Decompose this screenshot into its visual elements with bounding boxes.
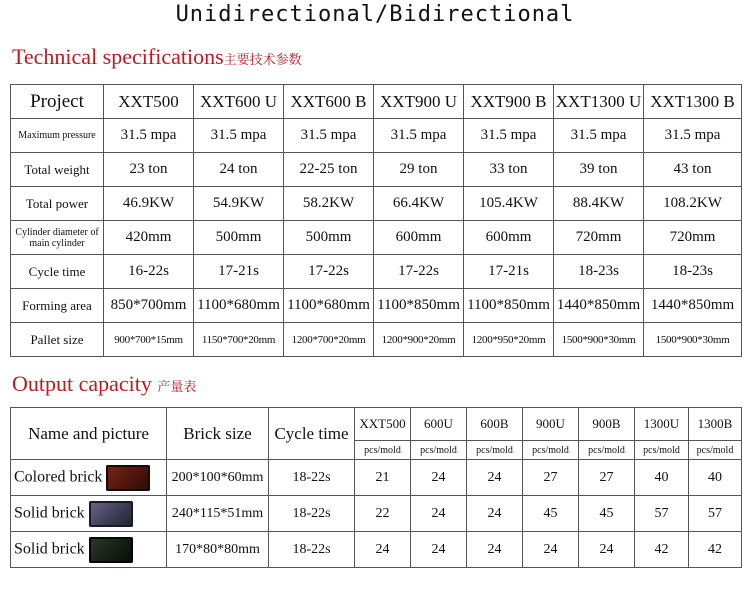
spec-row: [11, 119, 742, 153]
output-heading-text: Output capacity: [12, 371, 152, 396]
output-model-header: 900U: [523, 408, 579, 441]
row-label: Total power: [11, 187, 104, 221]
spec-cell: 1100*680mm: [284, 289, 374, 323]
spec-cell: 18-23s: [644, 255, 742, 289]
output-cell: 24: [467, 460, 523, 496]
output-cell: 42: [689, 532, 742, 568]
output-cell: 24: [411, 496, 467, 532]
spec-cell: 24 ton: [194, 153, 284, 187]
brick-cycle: 18-22s: [269, 532, 355, 568]
spec-cell: 17-21s: [194, 255, 284, 289]
output-model-header: 600U: [411, 408, 467, 441]
row-label: Cycle time: [11, 255, 104, 289]
output-cell: 24: [467, 532, 523, 568]
spec-heading: [12, 44, 302, 70]
brick-size: 240*115*51mm: [167, 496, 269, 532]
spec-cell: 43 ton: [644, 153, 742, 187]
spec-cell: 46.9KW: [104, 187, 194, 221]
row-label: Total weight: [11, 153, 104, 187]
spec-cell: 31.5 mpa: [284, 119, 374, 153]
spec-cell: 17-22s: [284, 255, 374, 289]
spec-heading-text: Technical specifications: [12, 44, 224, 69]
brick-row: [11, 460, 742, 496]
spec-cell: 31.5 mpa: [194, 119, 284, 153]
spec-cell: 1200*900*20mm: [374, 323, 464, 357]
brick-name-cell: [11, 496, 167, 532]
spec-cell: 500mm: [284, 221, 374, 255]
model-header: XXT1300 U: [554, 85, 644, 119]
row-label: Cylinder diameter of main cylinder: [11, 221, 104, 255]
output-table: [10, 407, 742, 568]
spec-cell: 1100*850mm: [464, 289, 554, 323]
unit-label: pcs/mold: [411, 441, 467, 460]
spec-cell: 23 ton: [104, 153, 194, 187]
spec-cell: 850*700mm: [104, 289, 194, 323]
output-cell: 42: [635, 532, 689, 568]
output-cell: 24: [523, 532, 579, 568]
col-name-header: Name and picture: [11, 408, 167, 460]
colored-brick-photo: [106, 465, 150, 491]
brick-row: [11, 532, 742, 568]
solid-brick-photo: [89, 501, 133, 527]
output-cell: 27: [579, 460, 635, 496]
spec-cell: 17-22s: [374, 255, 464, 289]
output-cell: 40: [689, 460, 742, 496]
brick-cycle: 18-22s: [269, 460, 355, 496]
col-cycle-header: Cycle time: [269, 408, 355, 460]
page-title: Unidirectional/Bidirectional: [175, 2, 575, 27]
output-cell: 45: [579, 496, 635, 532]
output-cell: 57: [689, 496, 742, 532]
brick-size: 200*100*60mm: [167, 460, 269, 496]
row-label: Forming area: [11, 289, 104, 323]
spec-row: [11, 255, 742, 289]
spec-cell: 1500*900*30mm: [644, 323, 742, 357]
model-header: XXT600 U: [194, 85, 284, 119]
solid-brick-photo: [89, 537, 133, 563]
brick-cycle: 18-22s: [269, 496, 355, 532]
spec-cell: 1150*700*20mm: [194, 323, 284, 357]
spec-cell: 33 ton: [464, 153, 554, 187]
spec-cell: 720mm: [644, 221, 742, 255]
model-header: XXT500: [104, 85, 194, 119]
output-cell: 24: [355, 532, 411, 568]
output-cell: 22: [355, 496, 411, 532]
spec-cell: 31.5 mpa: [464, 119, 554, 153]
spec-cell: 900*700*15mm: [104, 323, 194, 357]
output-model-header: 1300U: [635, 408, 689, 441]
spec-row: [11, 221, 742, 255]
spec-header-row: [11, 85, 742, 119]
spec-cell: 31.5 mpa: [644, 119, 742, 153]
output-cell: 24: [411, 532, 467, 568]
brick-name: Solid brick: [14, 540, 85, 558]
model-header: XXT900 U: [374, 85, 464, 119]
output-model-header: 1300B: [689, 408, 742, 441]
output-cell: 24: [579, 532, 635, 568]
spec-cell: 31.5 mpa: [554, 119, 644, 153]
spec-cell: 17-21s: [464, 255, 554, 289]
spec-cell: 39 ton: [554, 153, 644, 187]
spec-cell: 105.4KW: [464, 187, 554, 221]
output-model-header: XXT500: [355, 408, 411, 441]
output-cell: 24: [411, 460, 467, 496]
spec-cell: 1440*850mm: [554, 289, 644, 323]
unit-label: pcs/mold: [355, 441, 411, 460]
output-cell: 45: [523, 496, 579, 532]
spec-cell: 1200*950*20mm: [464, 323, 554, 357]
row-label: Maximum pressure: [11, 119, 104, 153]
unit-label: pcs/mold: [523, 441, 579, 460]
unit-label: pcs/mold: [467, 441, 523, 460]
output-header-row: [11, 408, 742, 441]
spec-cell: 18-23s: [554, 255, 644, 289]
spec-row: [11, 187, 742, 221]
spec-cell: 31.5 mpa: [104, 119, 194, 153]
row-label: Pallet size: [11, 323, 104, 357]
spec-cell: 600mm: [464, 221, 554, 255]
brick-name: Solid brick: [14, 504, 85, 522]
col-size-header: Brick size: [167, 408, 269, 460]
brick-name-cell: [11, 532, 167, 568]
brick-name-cell: [11, 460, 167, 496]
spec-row: [11, 153, 742, 187]
spec-row: [11, 289, 742, 323]
spec-cell: 1100*680mm: [194, 289, 284, 323]
brick-name: Colored brick: [14, 468, 103, 486]
model-header: XXT1300 B: [644, 85, 742, 119]
spec-cell: 108.2KW: [644, 187, 742, 221]
spec-cell: 29 ton: [374, 153, 464, 187]
output-cell: 40: [635, 460, 689, 496]
spec-cell: 1200*700*20mm: [284, 323, 374, 357]
output-heading-cn: 产量表: [157, 380, 197, 395]
spec-cell: 600mm: [374, 221, 464, 255]
project-label: Project: [11, 85, 104, 119]
spec-cell: 31.5 mpa: [374, 119, 464, 153]
spec-cell: 58.2KW: [284, 187, 374, 221]
model-header: XXT900 B: [464, 85, 554, 119]
output-model-header: 900B: [579, 408, 635, 441]
spec-cell: 1440*850mm: [644, 289, 742, 323]
spec-heading-cn: 主要技术参数: [223, 53, 302, 68]
spec-cell: 420mm: [104, 221, 194, 255]
brick-size: 170*80*80mm: [167, 532, 269, 568]
output-model-header: 600B: [467, 408, 523, 441]
unit-label: pcs/mold: [689, 441, 742, 460]
spec-row: [11, 323, 742, 357]
output-heading: [12, 371, 196, 397]
unit-label: pcs/mold: [579, 441, 635, 460]
model-header: XXT600 B: [284, 85, 374, 119]
output-cell: 27: [523, 460, 579, 496]
spec-cell: 720mm: [554, 221, 644, 255]
spec-cell: 1100*850mm: [374, 289, 464, 323]
spec-table: [10, 84, 742, 357]
spec-cell: 88.4KW: [554, 187, 644, 221]
unit-label: pcs/mold: [635, 441, 689, 460]
spec-cell: 54.9KW: [194, 187, 284, 221]
spec-cell: 1500*900*30mm: [554, 323, 644, 357]
spec-cell: 22-25 ton: [284, 153, 374, 187]
brick-row: [11, 496, 742, 532]
spec-cell: 66.4KW: [374, 187, 464, 221]
spec-cell: 500mm: [194, 221, 284, 255]
spec-cell: 16-22s: [104, 255, 194, 289]
output-cell: 24: [467, 496, 523, 532]
output-cell: 57: [635, 496, 689, 532]
output-cell: 21: [355, 460, 411, 496]
